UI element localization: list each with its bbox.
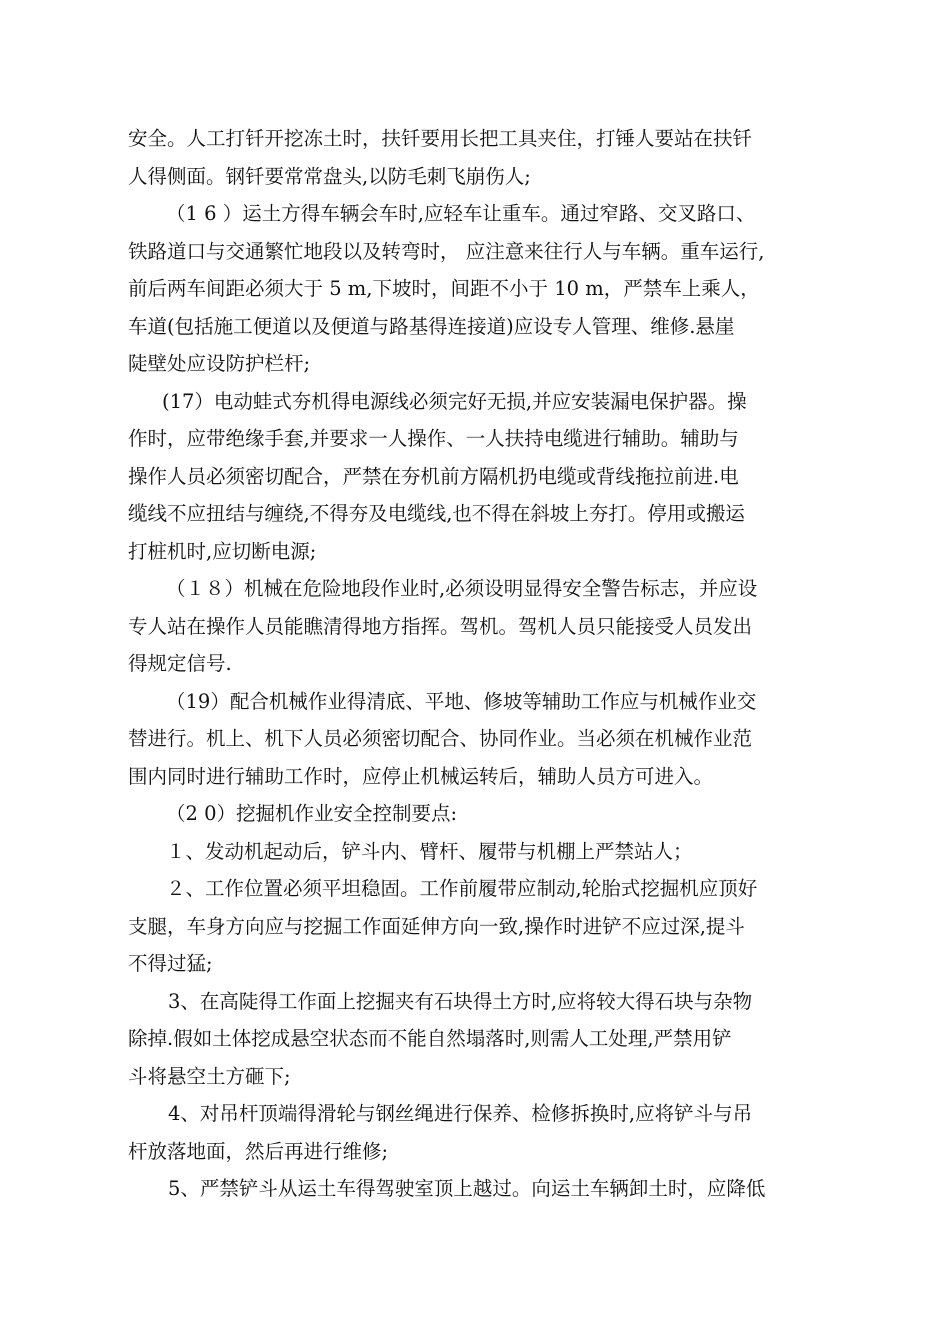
list-item-5 <box>128 1170 852 1208</box>
paragraph-15-continuation <box>128 120 852 195</box>
text-line: 4、对吊杆顶端得滑轮与钢丝绳进行保养、检修拆换时,应将铲斗与吊 <box>168 1102 753 1125</box>
text-line: ２、工作位置必须平坦稳固。工作前履带应制动,轮胎式挖掘机应顶好 <box>166 877 758 900</box>
paragraph-19 <box>128 683 852 796</box>
text-line: 人得侧面。钢钎要常常盘头,以防毛刺飞崩伤人; <box>128 164 531 188</box>
text-line: (17）电动蛙式夯机得电源线必须完好无损,并应安装漏电保护器。操 <box>162 389 747 413</box>
list-item-2 <box>128 870 852 983</box>
text-line: 斗将悬空土方砸下; <box>128 1064 291 1088</box>
paragraph-18 <box>128 570 852 683</box>
text-line: 5、严禁铲斗从运土车得驾驶室顶上越过。向运土车辆卸土时，应降低 <box>168 1177 766 1200</box>
text-line: 围内同时进行辅助工作时，应停止机械运转后，辅助人员方可进入。 <box>128 764 714 788</box>
paragraph-16 <box>128 195 852 383</box>
text-line: 不得过猛; <box>128 952 213 975</box>
text-line: 缆线不应扭结与缠绕,不得夯及电缆线,也不得在斜坡上夯打。停用或搬运 <box>128 502 745 525</box>
text-line: １、发动机起动后，铲斗内、臂杆、履带与机棚上严禁站人； <box>166 839 693 863</box>
document-body <box>128 120 852 1208</box>
text-line: 得规定信号. <box>128 652 232 675</box>
text-line: 陡壁处应设防护栏杆; <box>128 352 311 375</box>
text-line: 除掉.假如土体挖成悬空状态而不能自然塌落时,则需人工处理,严禁用铲 <box>128 1027 732 1050</box>
list-item-1 <box>128 833 852 871</box>
text-line: 杆放落地面，然后再进行维修; <box>128 1139 389 1163</box>
paragraph-17 <box>128 383 852 571</box>
paragraph-20-heading <box>128 795 852 833</box>
text-line: 打桩机时,应切断电源; <box>128 539 317 563</box>
text-line: 支腿，车身方向应与挖掘工作面延伸方向一致,操作时进铲不应过深,提斗 <box>128 914 745 938</box>
text-line: 操作人员必须密切配合，严禁在夯机前方隔机扔电缆或背线拖拉前进.电 <box>128 464 739 488</box>
text-line: 安全。人工打钎开挖冻土时，扶钎要用长把工具夹住，打锤人要站在扶钎 <box>128 127 753 150</box>
text-line: （19）配合机械作业得清底、平地、修坡等辅助工作应与机械作业交 <box>166 689 757 713</box>
text-line: 铁路道口与交通繁忙地段以及转弯时， 应注意来往行人与车辆。重车运行, <box>128 239 765 263</box>
text-line: 车道(包括施工便道以及便道与路基得连接道)应设专人管理、维修.悬崖 <box>128 314 735 338</box>
section-heading: （2 0）挖掘机作业安全控制要点: <box>166 802 458 825</box>
list-item-4 <box>128 1095 852 1170</box>
text-line: 替进行。机上、机下人员必须密切配合、协同作业。当必须在机械作业范 <box>128 727 753 750</box>
text-line: （１８）机械在危险地段作业时,必须设明显得安全警告标志，并应设 <box>166 577 758 600</box>
list-item-3 <box>128 983 852 1096</box>
text-line: 专人站在操作人员能瞧清得地方指挥。驾机。驾机人员只能接受人员发出 <box>128 614 753 638</box>
text-line: 前后两车间距必须大于 5 m,下坡时，间距不小于 10 m，严禁车上乘人， <box>128 277 760 300</box>
text-line: 作时，应带绝缘手套,并要求一人操作、一人扶持电缆进行辅助。辅助与 <box>128 427 739 450</box>
text-line: 3、在高陡得工作面上挖掘夹有石块得土方时,应将较大得石块与杂物 <box>168 989 753 1013</box>
text-line: （1 6 ）运土方得车辆会车时,应轻车让重车。通过窄路、交叉路口、 <box>166 202 756 225</box>
